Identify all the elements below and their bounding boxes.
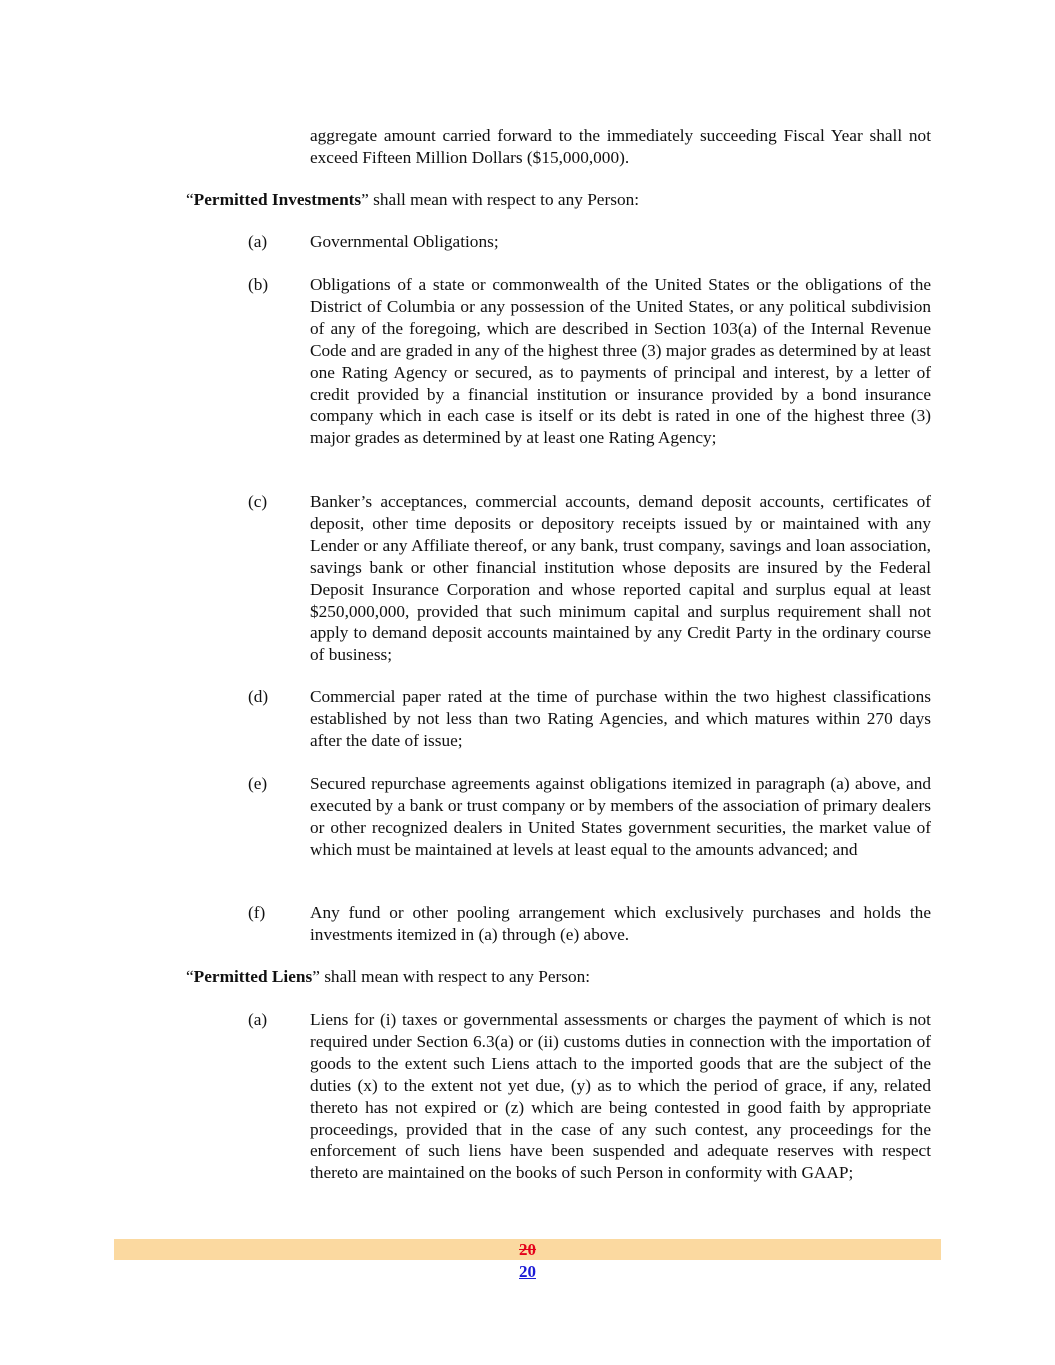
- defined-term-permitted-investments: Permitted Investments: [193, 190, 362, 209]
- page-number-deleted: 20: [519, 1240, 536, 1259]
- item-label: (a): [248, 232, 268, 251]
- defined-term-permitted-liens: Permitted Liens: [193, 967, 313, 986]
- item-label: (f): [248, 903, 266, 922]
- item-label: (b): [248, 275, 269, 294]
- item-text: Banker’s acceptances, commercial accounts, demand deposit accounts, certificates of deposit, other time deposits or depository receipts issued by or maintained with any Lender or any Affiliate thereof, or any bank, trust company, savings and loan association, savings bank or other financial institution whose deposits are insured by the Federal Deposit Insurance Corporation and whose reported capital and surplus equal at least $250,000,000, provided that such minimum capital and surplus requirement shall not apply to demand deposit accounts maintained by any Credit Party in the ordinary course of business;: [310, 492, 931, 665]
- item-text: Any fund or other pooling arrangement which exclusively purchases and holds the investments itemized in (a) through (e) above.: [310, 903, 931, 944]
- item-label: (e): [248, 774, 268, 793]
- item-text: Obligations of a state or commonwealth of the United States or the obligations of the District of Columbia or any possession of the United States, or any political subdivision of any of the foregoing, which are described in Section 103(a) of the Internal Revenue Code and are graded in any of the highest three (3) major grades as determined by at least one Rating Agency or secured, as to payments of principal and interest, by a letter of credit provided by a financial institution or insurance provided by a bond insurance company which in each case is itself or its debt is rated in one of the highest three (3) major grades as determined by at least one Rating Agency;: [310, 275, 931, 448]
- item-text: Liens for (i) taxes or governmental assessments or charges the payment of which is not required under Section 6.3(a) or (ii) customs duties in connection with the importation of goods to the extent such Liens attach to the imported goods that are the subject of the duties (x) to the extent not yet due, (y) as to which the period of grace, if any, related thereto has not expired or (z) which are being contested in good faith by appropriate proceedings, provided that in the case of any such contest, any proceedings for the enforcement of such liens have been suspended and adequate reserves with respect thereto are maintained on the books of such Person in conformity with GAAP;: [310, 1010, 931, 1183]
- item-label: (d): [248, 687, 269, 706]
- definition-heading-permitted-investments: [186, 189, 639, 211]
- item-text: Commercial paper rated at the time of purchase within the two highest classifications established by not less than two Rating Agencies, and which matures within 270 days after the date of issue;: [310, 687, 931, 750]
- open-quote: “: [186, 967, 194, 986]
- carryover-paragraph: aggregate amount carried forward to the immediately succeeding Fiscal Year shall not exceed Fifteen Million Dollars ($15,000,000).: [310, 126, 931, 167]
- definition-heading-permitted-liens: [186, 966, 590, 988]
- item-text: Secured repurchase agreements against obligations itemized in paragraph (a) above, and executed by a bank or trust company or by members of the association of primary dealers or other recognized dealers in United States government securities, the market value of which must be maintained at levels at least equal to the amounts advanced; and: [310, 774, 931, 859]
- definition-intro: ” shall mean with respect to any Person:: [361, 190, 640, 209]
- page-number-inserted: 20: [519, 1262, 536, 1281]
- definition-intro: ” shall mean with respect to any Person:: [312, 967, 591, 986]
- item-label: (c): [248, 492, 268, 511]
- open-quote: “: [186, 190, 194, 209]
- item-label: (a): [248, 1010, 268, 1029]
- item-text: Governmental Obligations;: [310, 232, 499, 251]
